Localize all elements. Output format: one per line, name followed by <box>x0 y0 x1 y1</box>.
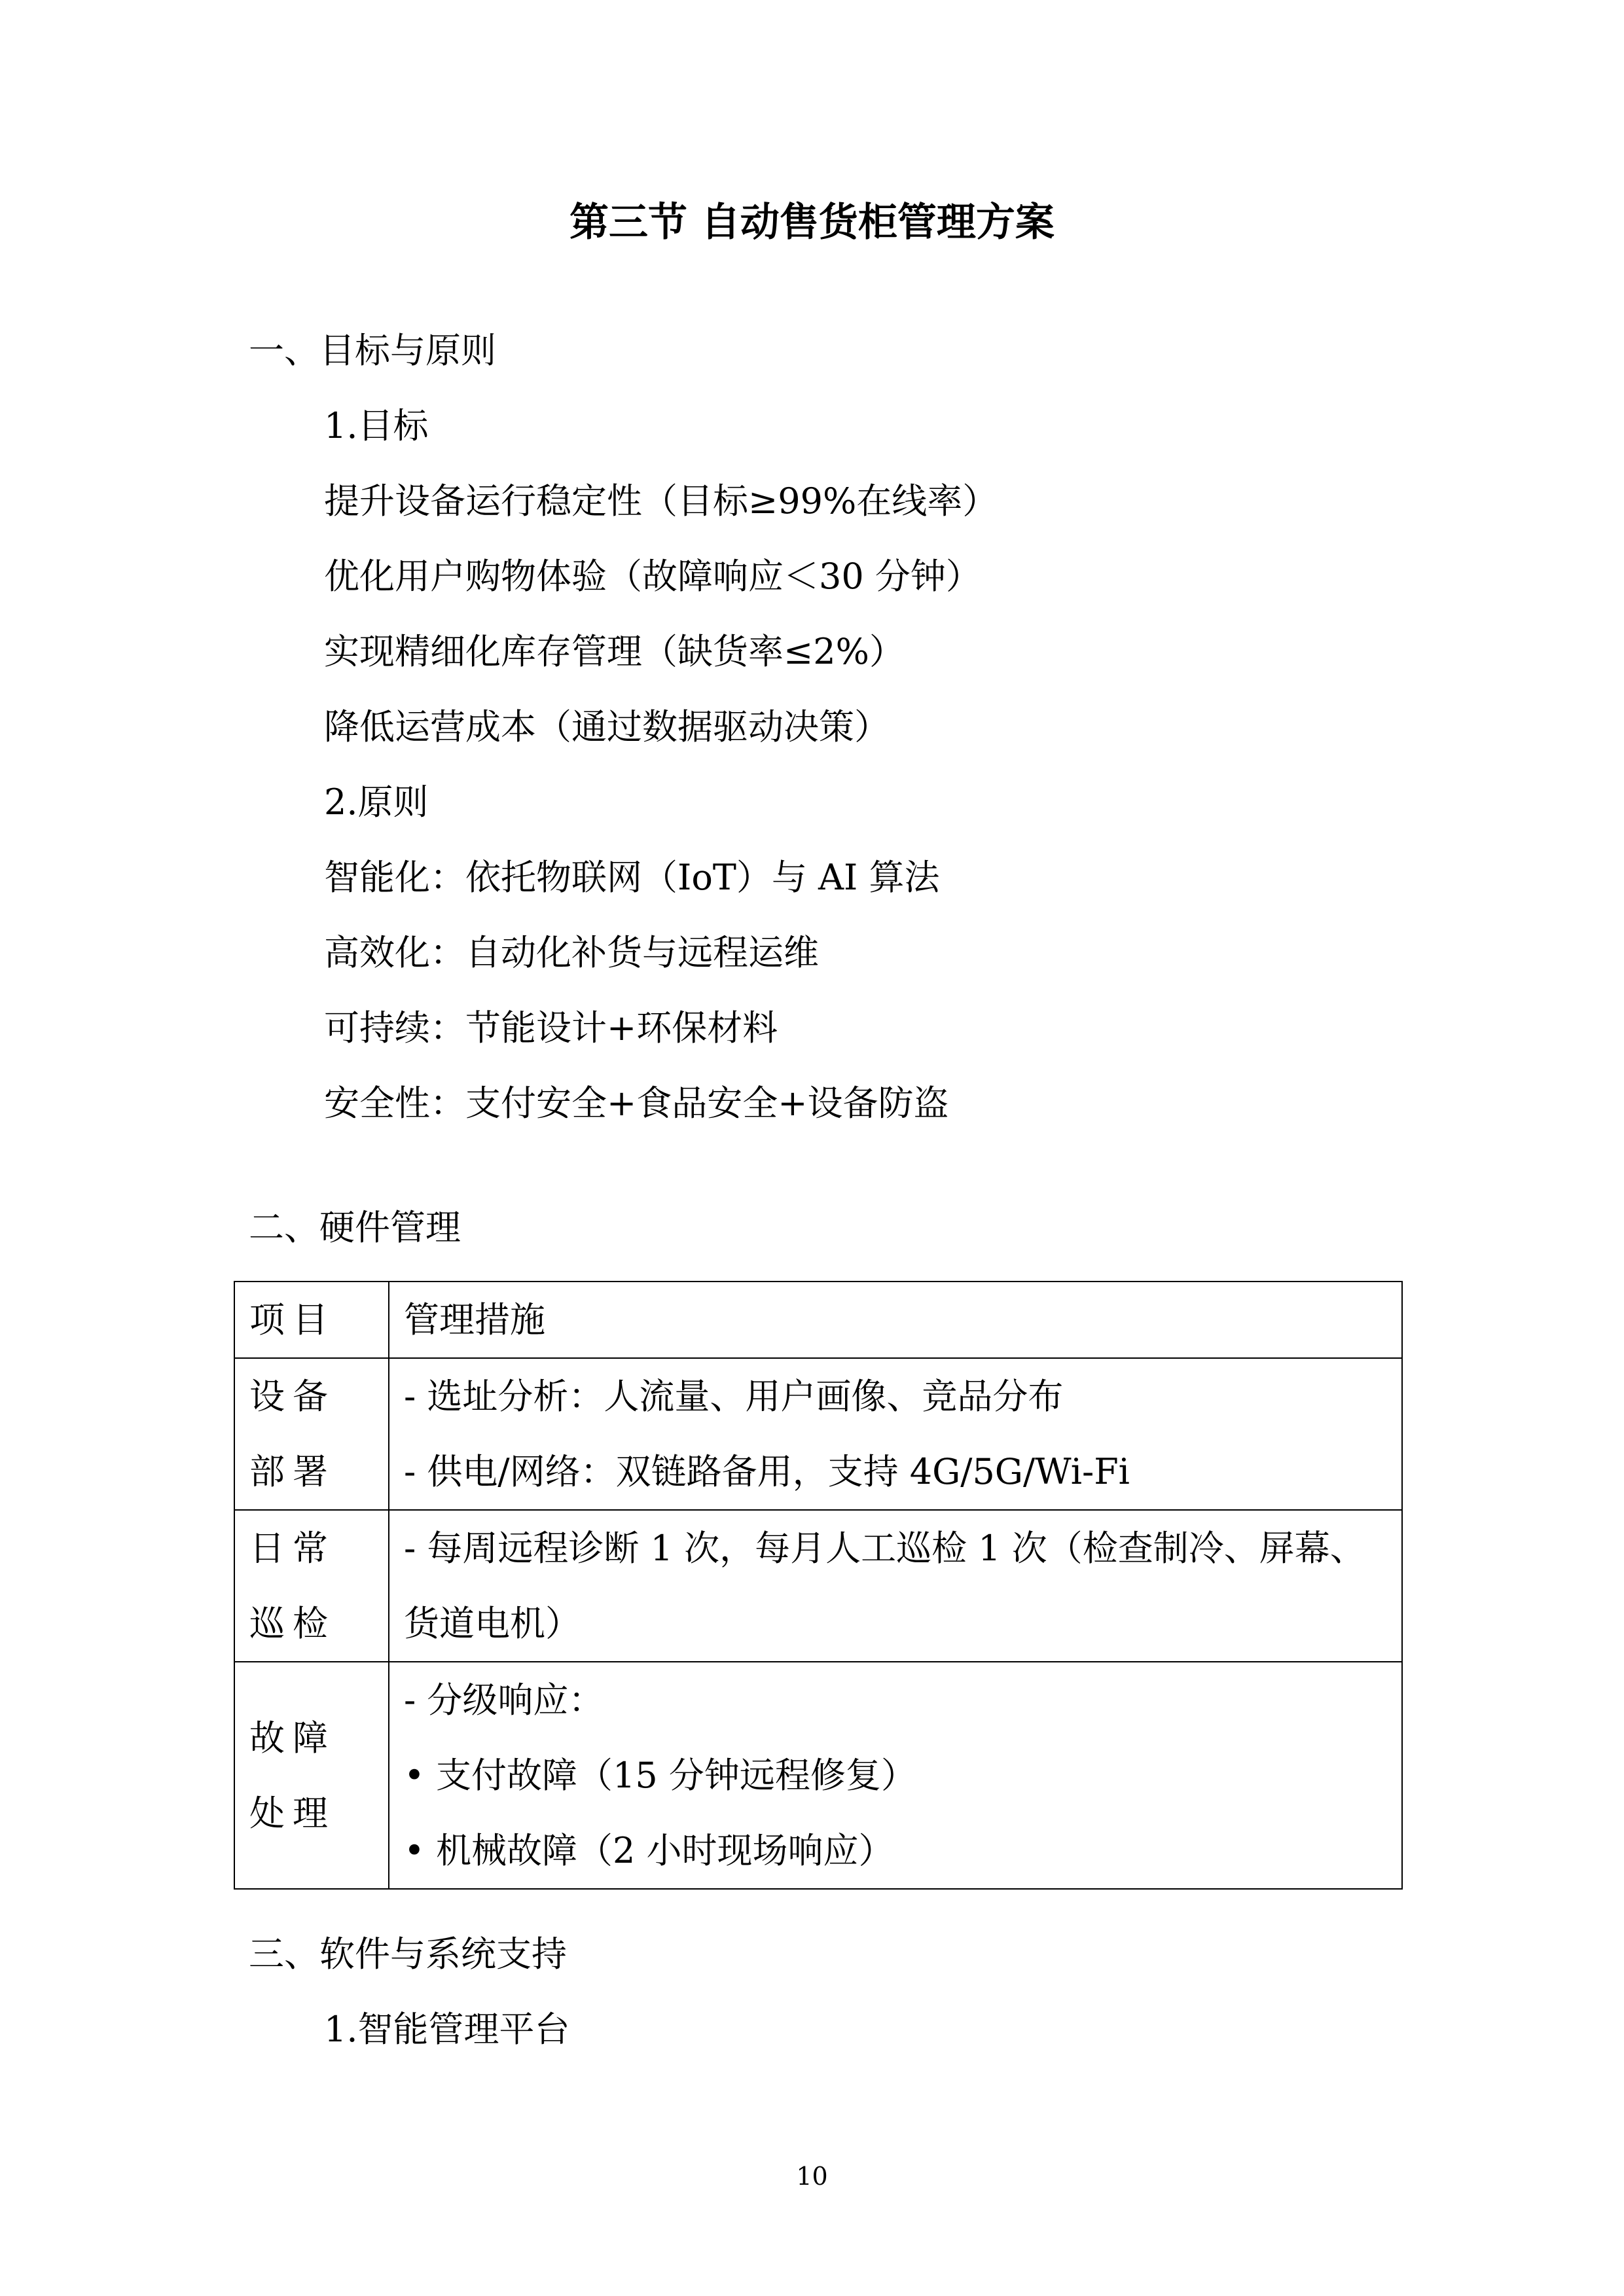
section-heading-goals-principles: 一、目标与原则 <box>249 330 496 371</box>
measure-line: - 分级响应： <box>404 1679 604 1721</box>
principle-item: 可持续：节能设计+环保材料 <box>324 1007 778 1049</box>
table-header-row <box>234 1282 1402 1358</box>
goal-subheading: 1.目标 <box>324 405 429 446</box>
table-row <box>234 1662 1402 1889</box>
hardware-management-table <box>234 1281 1403 1890</box>
principle-item: 智能化：依托物联网（IoT）与 AI 算法 <box>324 857 940 898</box>
principle-subheading: 2.原则 <box>324 781 429 823</box>
table-row <box>234 1358 1402 1510</box>
measure-line: - 供电/网络：双链路备用，支持 4G/5G/Wi-Fi <box>404 1451 1130 1492</box>
table-item-cell: 日常巡检 <box>234 1510 389 1662</box>
principle-item: 安全性：支付安全+食品安全+设备防盗 <box>324 1083 949 1124</box>
software-subheading: 1.智能管理平台 <box>324 2009 570 2050</box>
page-title: 第三节 自动售货柜管理方案 <box>569 200 1055 245</box>
table-measures-cell <box>389 1662 1402 1889</box>
measure-bullet-line: • 支付故障（15 分钟远程修复） <box>404 1755 916 1796</box>
table-measures-cell <box>389 1358 1402 1510</box>
measure-line: - 选址分析：人流量、用户画像、竞品分布 <box>404 1376 1064 1417</box>
goal-item: 提升设备运行稳定性（目标≥99%在线率） <box>324 480 998 522</box>
table-item-cell: 设备部署 <box>234 1358 389 1510</box>
section-heading-hardware: 二、硬件管理 <box>249 1207 461 1248</box>
goal-item: 降低运营成本（通过数据驱动决策） <box>324 706 890 747</box>
table-measures-cell: - 每周远程诊断 1 次，每月人工巡检 1 次（检查制冷、屏幕、货道电机） <box>389 1510 1402 1662</box>
goal-item: 实现精细化库存管理（缺货率≤2%） <box>324 631 905 672</box>
measure-bullet-line: • 机械故障（2 小时现场响应） <box>404 1830 894 1871</box>
table-item-cell: 故障处理 <box>234 1662 389 1889</box>
goal-item: 优化用户购物体验（故障响应＜30 分钟） <box>324 556 981 597</box>
table-header-cell: 项目 <box>234 1282 389 1358</box>
principle-item: 高效化：自动化补货与远程运维 <box>324 932 819 973</box>
table-header-cell: 管理措施 <box>389 1282 1402 1358</box>
section-heading-software: 三、软件与系统支持 <box>249 1933 567 1975</box>
page-number: 10 <box>796 2162 828 2191</box>
table-row <box>234 1510 1402 1662</box>
